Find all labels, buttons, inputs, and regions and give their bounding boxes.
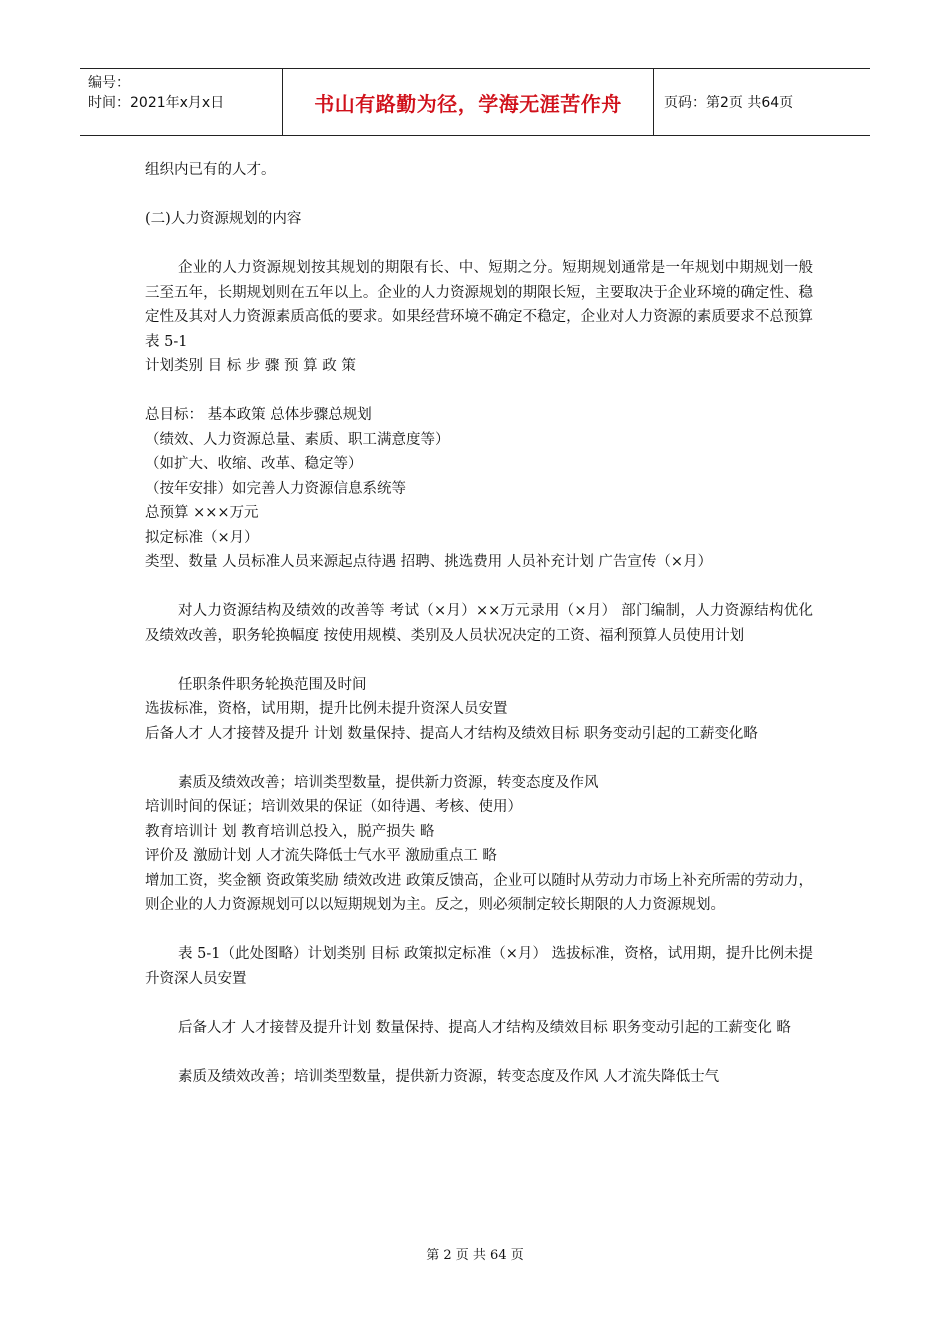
body-line: 素质及绩效改善；培训类型数量，提供新力资源，转变态度及作风 人才流失降低士气 — [178, 1068, 720, 1085]
body-line: 计划类别 目 标 步 骤 预 算 政 策 — [145, 358, 356, 374]
document-body — [145, 158, 813, 1089]
header-page-info — [654, 69, 870, 135]
page-footer — [0, 1244, 950, 1263]
body-line: （如扩大、收缩、改革、稳定等） — [145, 456, 363, 472]
body-paragraph: 企业的人力资源规划按其规划的期限有长、中、短期之分。短期规划通常是一年规划中期规划一般三至五年，长期规划则在五年以上。企业的人力资源规划的期限长短，主要取决于企业环境的确定性、稳定性及其对人力资源素质高低的要求。如果经营环境不确定不稳定，企业对人力资源的素质要求不总预算表 5-1 — [145, 260, 813, 350]
serial-label: 编号： — [88, 75, 130, 91]
body-line: 后备人才 人才接替及提升 计划 数量保持、提高人才结构及绩效目标 职务变动引起的工薪变化略 — [145, 725, 758, 742]
body-line: 组织内已有的人才。 — [145, 162, 276, 178]
section-heading: (二)人力资源规划的内容 — [145, 211, 302, 227]
body-paragraph: 后备人才 人才接替及提升计划 数量保持、提高人才结构及绩效目标 职务变动引起的工薪变化 略 — [178, 1019, 791, 1036]
body-line: 教育培训计 划 教育培训总投入，脱产损失 略 — [145, 823, 435, 840]
body-paragraph: 对人力资源结构及绩效的改善等 考试（×月）××万元录用（×月） 部门编制，人力资源结构优化及绩效改善，职务轮换幅度 按使用规模、类别及人员状况决定的工资、福利预算人员使用计划 — [145, 603, 813, 644]
body-line: 总预算 ×××万元 — [145, 505, 259, 521]
body-line: 评价及 激励计划 人才流失降低士气水平 激励重点工 略 — [145, 848, 497, 864]
body-line: 拟定标准（×月） — [145, 529, 259, 546]
body-line: （按年安排）如完善人力资源信息系统等 — [145, 480, 406, 497]
page-header — [80, 68, 870, 136]
date-label: 时间：2021年x月x日 — [88, 95, 225, 111]
motto-text: 书山有路勤为径，学海无涯苦作舟 — [314, 91, 622, 116]
body-line: 类型、数量 人员标准人员来源起点待遇 招聘、挑选费用 人员补充计划 广告宣传（×月） — [145, 554, 713, 570]
header-meta — [80, 69, 282, 135]
body-line: 培训时间的保证；培训效果的保证（如待遇、考核、使用） — [145, 799, 522, 815]
body-line: （绩效、人力资源总量、素质、职工满意度等） — [145, 431, 450, 448]
body-paragraph: 表 5-1（此处图略）计划类别 目标 政策拟定标准（×月） 选拔标准，资格，试用期，提升比例未提升资深人员安置 — [145, 946, 813, 987]
footer-page-number: 第 2 页 共 64 页 — [426, 1248, 524, 1263]
body-line: 选拔标准，资格，试用期，提升比例未提升资深人员安置 — [145, 701, 508, 717]
body-paragraph: 增加工资，奖金额 资政策奖励 绩效改进 政策反馈高，企业可以随时从劳动力市场上补充所需的劳动力，则企业的人力资源规划可以以短期规划为主。反之，则必须制定较长期限的人力资源规划。 — [145, 872, 813, 913]
body-line: 素质及绩效改善；培训类型数量，提供新力资源，转变态度及作风 — [178, 774, 599, 791]
header-motto-cell — [282, 69, 654, 135]
body-line: 任职条件职务轮换范围及时间 — [178, 676, 367, 693]
body-line: 总目标： 基本政策 总体步骤总规划 — [145, 407, 372, 423]
page-info-text: 页码：第2页 共64页 — [664, 95, 794, 111]
